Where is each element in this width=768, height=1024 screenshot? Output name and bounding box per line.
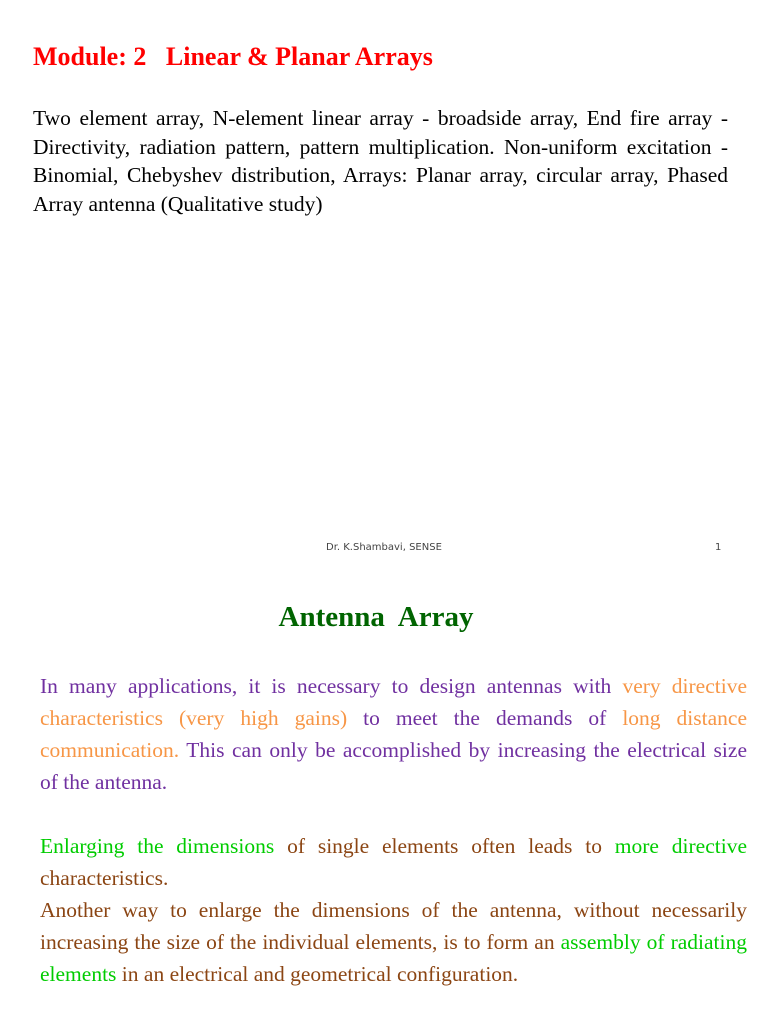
p2-text-1: of single elements often leads to (274, 834, 615, 858)
page-number: 1 (715, 542, 722, 553)
p1-highlight-directive: very directive characteristics (very high gains) (40, 674, 747, 730)
p2-highlight-enlarging: Enlarging the dimensions (40, 834, 275, 858)
p2-text-2: characteristics. (40, 866, 169, 890)
p1-text-1: In many applications, it is necessary to design antennas with (40, 674, 623, 698)
p3-text-1: Another way to enlarge the dimensions of the antenna, without necessarily increasing the size of the individual elements, is to form an (40, 898, 747, 954)
module-title: Module: 2 Linear & Planar Arrays (33, 42, 433, 71)
p3-highlight-assembly: assembly of radiating elements (40, 930, 747, 986)
slide-2 (0, 575, 768, 1024)
p1-text-2: to meet the demands of (347, 706, 623, 730)
p3-text-2: in an electrical and geometrical configuration. (116, 962, 519, 986)
module-syllabus-text: Two element array, N-element linear array - broadside array, End fire array - Directivity, radiation pattern, pattern multiplication. Non-uniform excitation - Binomial, Chebyshev distribution, Arrays: Planar array, circular array, Phased Array antenna (Qualitative study) (33, 106, 728, 216)
footer-author: Dr. K.Shambavi, SENSE (326, 542, 442, 553)
p1-text-3: This can only be accomplished by increasing the electrical size of the antenna. (40, 738, 747, 794)
p1-highlight-long-distance: long distance communication. (40, 706, 747, 762)
paragraph-directive-antennas (40, 670, 747, 798)
paragraph-enlarging-dimensions (40, 830, 747, 894)
paragraph-assembly (40, 894, 747, 990)
p2-highlight-more-directive: more directive (614, 834, 748, 858)
antenna-array-title: Antenna Array (278, 601, 474, 633)
